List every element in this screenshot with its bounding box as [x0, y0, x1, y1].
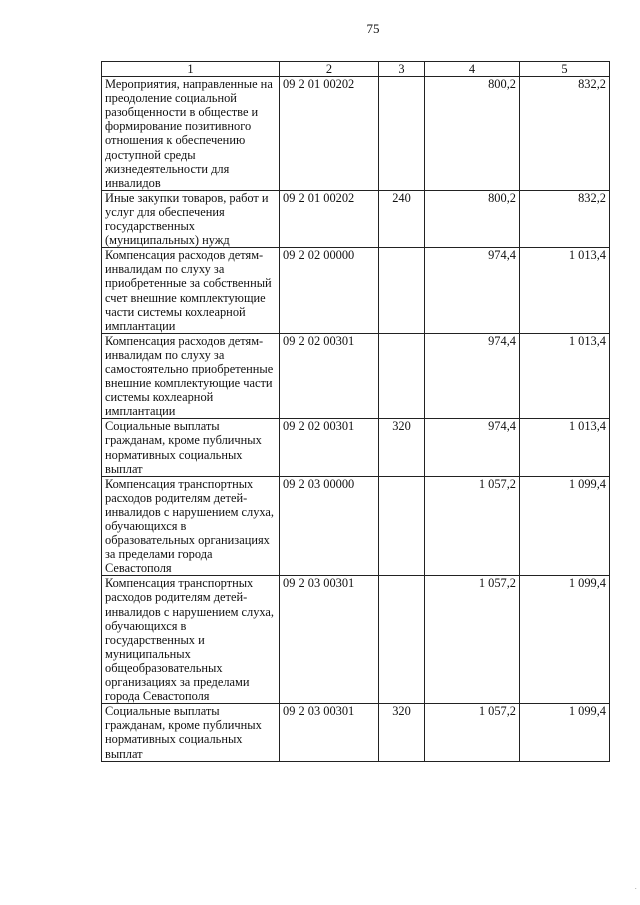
- row-code: 09 2 02 00301: [280, 333, 379, 419]
- table-row: [102, 333, 610, 419]
- row-value-1: 1 057,2: [425, 576, 520, 704]
- row-code: 09 2 02 00301: [280, 419, 379, 476]
- table-row: [102, 576, 610, 704]
- row-code: 09 2 03 00000: [280, 476, 379, 576]
- row-type: [379, 576, 425, 704]
- column-header-3: 3: [379, 62, 425, 77]
- row-value-1: 974,4: [425, 333, 520, 419]
- row-code: 09 2 03 00301: [280, 704, 379, 761]
- row-code: 09 2 01 00202: [280, 77, 379, 191]
- table-row: [102, 476, 610, 576]
- column-header-5: 5: [520, 62, 610, 77]
- row-value-2: 1 099,4: [520, 476, 610, 576]
- row-value-2: 832,2: [520, 77, 610, 191]
- row-value-1: 974,4: [425, 419, 520, 476]
- row-code: 09 2 01 00202: [280, 190, 379, 247]
- row-code: 09 2 03 00301: [280, 576, 379, 704]
- row-value-2: 1 013,4: [520, 419, 610, 476]
- table-row: [102, 190, 610, 247]
- row-type: 240: [379, 190, 425, 247]
- budget-table: [101, 61, 610, 762]
- page-number-text: 75: [366, 21, 380, 36]
- table-row: [102, 248, 610, 334]
- column-header-2: 2: [280, 62, 379, 77]
- row-code: 09 2 02 00000: [280, 248, 379, 334]
- row-value-1: 800,2: [425, 190, 520, 247]
- row-name: Социальные выплаты гражданам, кроме публичных нормативных социальных выплат: [102, 419, 280, 476]
- row-name: Социальные выплаты гражданам, кроме публичных нормативных социальных выплат: [102, 704, 280, 761]
- row-type: [379, 77, 425, 191]
- column-header-1: 1: [102, 62, 280, 77]
- row-name: Компенсация расходов детям-инвалидам по слуху за приобретенные за собственный счет внешние комплектующие части системы кохлеарной имплантации: [102, 248, 280, 334]
- row-value-2: 1 099,4: [520, 704, 610, 761]
- row-value-1: 974,4: [425, 248, 520, 334]
- row-name: Компенсация транспортных расходов родителям детей-инвалидов с нарушением слуха, обучающихся в образовательных организациях за пределами города Севастополя: [102, 476, 280, 576]
- row-value-1: 1 057,2: [425, 476, 520, 576]
- table-row: [102, 77, 610, 191]
- row-type: [379, 248, 425, 334]
- row-name: Компенсация транспортных расходов родителям детей-инвалидов с нарушением слуха, обучающихся в государственных и муниципальных общеобразовательных организациях за пределами города Севастополя: [102, 576, 280, 704]
- row-value-2: 832,2: [520, 190, 610, 247]
- page-number: [33, 21, 640, 37]
- table-header-row: [102, 62, 610, 77]
- table-row: [102, 704, 610, 761]
- row-value-2: 1 013,4: [520, 248, 610, 334]
- row-name: Компенсация расходов детям-инвалидам по слуху за самостоятельно приобретенные внешние комплектующие части системы кохлеарной имплантации: [102, 333, 280, 419]
- row-type: [379, 476, 425, 576]
- row-value-2: 1 099,4: [520, 576, 610, 704]
- table-row: [102, 419, 610, 476]
- row-type: 320: [379, 704, 425, 761]
- row-value-1: 800,2: [425, 77, 520, 191]
- row-type: 320: [379, 419, 425, 476]
- row-name: Мероприятия, направленные на преодоление социальной разобщенности в обществе и формирование позитивного отношения к обеспечению доступной среды жизнедеятельности для инвалидов: [102, 77, 280, 191]
- row-type: [379, 333, 425, 419]
- column-header-4: 4: [425, 62, 520, 77]
- row-name: Иные закупки товаров, работ и услуг для обеспечения государственных (муниципальных) нужд: [102, 190, 280, 247]
- scan-mark: ·: [634, 885, 637, 893]
- row-value-1: 1 057,2: [425, 704, 520, 761]
- row-value-2: 1 013,4: [520, 333, 610, 419]
